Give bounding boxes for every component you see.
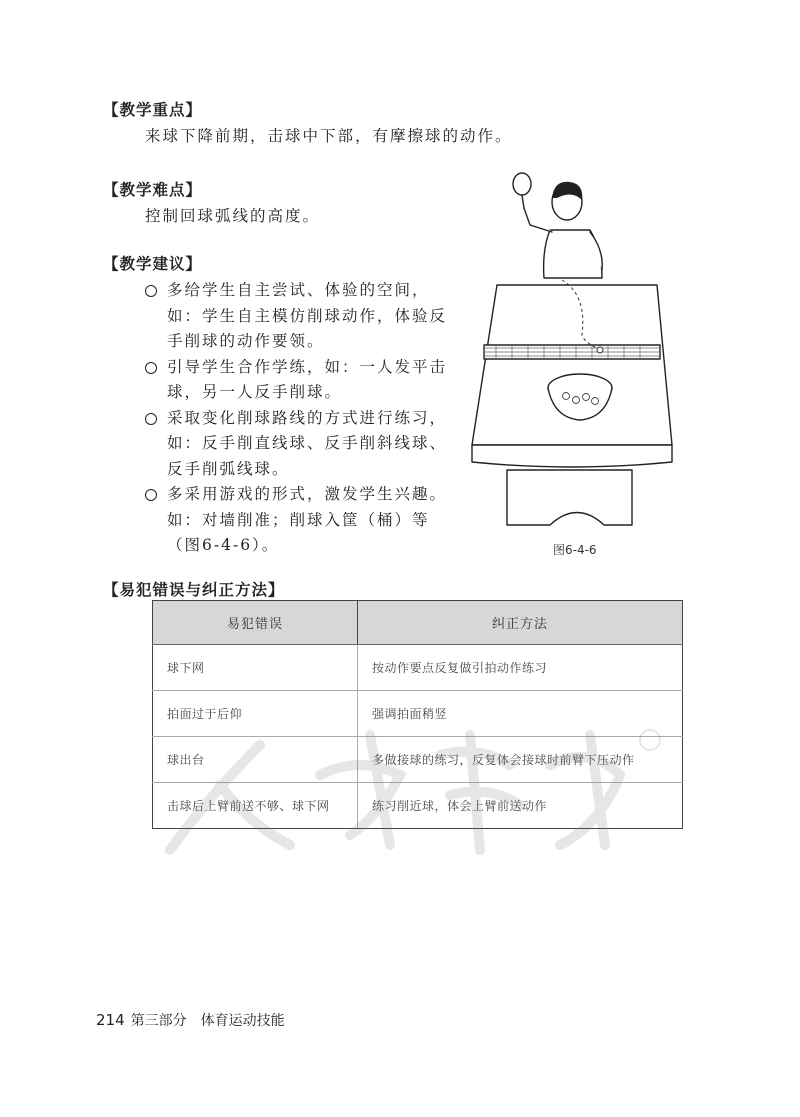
footer-part: 第三部分 [130, 1013, 187, 1029]
table-row [153, 645, 683, 691]
error-cell: 球下网 [153, 645, 358, 691]
table-row [153, 691, 683, 737]
table-row [153, 783, 683, 829]
page-footer [96, 1010, 285, 1030]
heading-suggestions: 【教学建议】 [103, 255, 203, 273]
list-item: 引导学生合作学练，如：一人发平击球，另一人反手削球。 [145, 355, 453, 406]
error-cell: 拍面过于后仰 [153, 691, 358, 737]
circle-bullet-icon [145, 489, 157, 501]
figure-caption: 图6-4-6 [553, 543, 597, 557]
table-row [153, 737, 683, 783]
heading-focus: 【教学重点】 [103, 101, 203, 119]
correction-cell: 强调拍面稍竖 [358, 691, 683, 737]
circle-bullet-icon [145, 362, 157, 374]
correction-cell: 按动作要点反复做引拍动作练习 [358, 645, 683, 691]
suggestion-list [145, 278, 453, 559]
error-correction-table [152, 600, 682, 829]
table-header-row [153, 601, 683, 645]
heading-difficulty: 【教学难点】 [103, 181, 203, 199]
column-header-correction: 纠正方法 [358, 601, 683, 645]
list-item: 采取变化削球路线的方式进行练习，如：反手削直线球、反手削斜线球、反手削弧线球。 [145, 406, 453, 483]
heading-errors: 【易犯错误与纠正方法】 [103, 581, 285, 599]
page-number: 214 [96, 1011, 125, 1029]
error-cell: 球出台 [153, 737, 358, 783]
correction-cell: 多做接球的练习，反复体会接球时前臂下压动作 [358, 737, 683, 783]
difficulty-text: 控制回球弧线的高度。 [145, 207, 321, 225]
focus-text: 来球下降前期，击球中下部，有摩擦球的动作。 [145, 127, 513, 145]
footer-section: 体育运动技能 [200, 1013, 285, 1029]
error-cell: 击球后上臂前送不够、球下网 [153, 783, 358, 829]
table-tennis-player-illustration [462, 170, 692, 530]
circle-bullet-icon [145, 285, 157, 297]
column-header-error: 易犯错误 [153, 601, 358, 645]
correction-cell: 练习削近球，体会上臂前送动作 [358, 783, 683, 829]
list-item: 多采用游戏的形式，激发学生兴趣。如：对墙削准；削球入筐（桶）等（图6-4-6）。 [145, 482, 453, 559]
circle-bullet-icon [145, 413, 157, 425]
list-item: 多给学生自主尝试、体验的空间，如：学生自主模仿削球动作，体验反手削球的动作要领。 [145, 278, 453, 355]
